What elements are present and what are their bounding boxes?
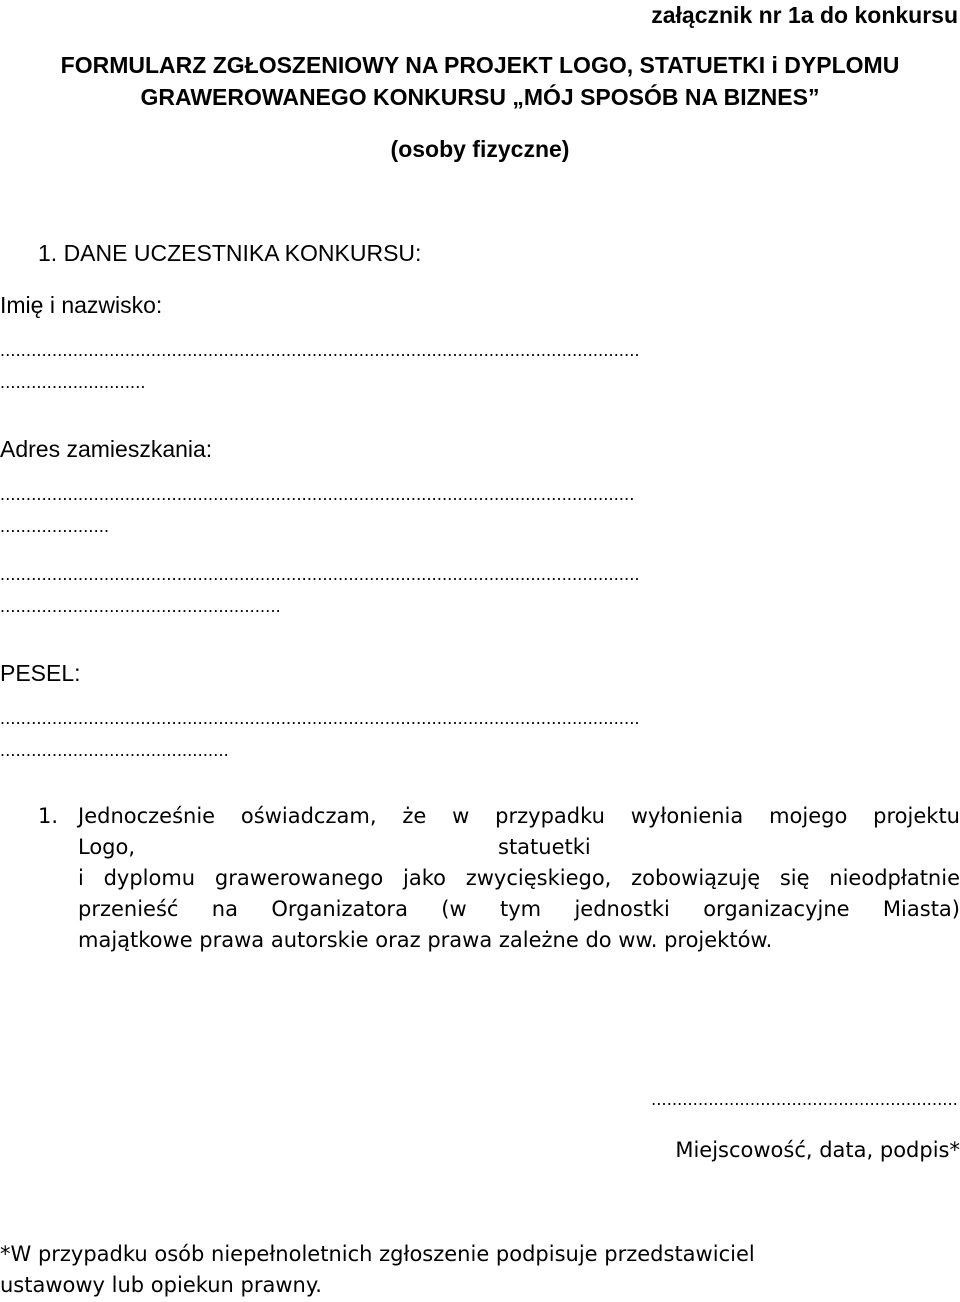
declaration-line2-logo: Logo, xyxy=(78,835,136,859)
attachment-label: załącznik nr 1a do konkursu xyxy=(651,2,958,28)
declaration-number: 1. xyxy=(38,804,59,828)
address-field-line1[interactable]: .......................................................................................................................... xyxy=(0,484,635,504)
name-field-line1[interactable]: ........................................................................................................................... xyxy=(0,340,640,360)
section-heading: 1. DANE UCZESTNIKA KONKURSU: xyxy=(38,240,422,266)
declaration-line3: i dyplomu grawerowanego jako zwycięskiego, zobowiązuję się nieodpłatnie xyxy=(78,866,960,890)
form-subtitle: (osoby fizyczne) xyxy=(390,136,570,162)
name-label: Imię i nazwisko: xyxy=(0,292,163,318)
declaration-line2-statuetki: statuetki xyxy=(498,835,591,859)
address-label: Adres zamieszkania: xyxy=(0,436,213,462)
form-title-line1: FORMULARZ ZGŁOSZENIOWY NA PROJEKT LOGO, STATUETKI i DYPLOMU xyxy=(60,52,900,78)
footnote-line1: *W przypadku osób niepełnoletnich zgłoszenie podpisuje przedstawiciel xyxy=(0,1242,755,1266)
address-field-line2[interactable]: ..................... xyxy=(0,516,110,536)
address-field-line4[interactable]: ...................................................... xyxy=(0,596,281,616)
pesel-field-line1[interactable]: ........................................................................................................................... xyxy=(0,708,640,728)
name-field-line2[interactable]: ............................ xyxy=(0,372,146,392)
signature-label: Miejscowość, data, podpis* xyxy=(675,1138,960,1162)
declaration-line4: przenieść na Organizatora (w tym jednostki organizacyjne Miasta) xyxy=(78,897,960,921)
signature-field[interactable]: ........................................................... xyxy=(651,1089,958,1109)
pesel-field-line2[interactable]: ............................................ xyxy=(0,740,229,760)
address-field-line3[interactable]: ........................................................................................................................... xyxy=(0,564,640,584)
footnote-line2: ustawowy lub opiekun prawny. xyxy=(0,1273,322,1297)
declaration-line5: majątkowe prawa autorskie oraz prawa zależne do ww. projektów. xyxy=(78,928,773,952)
form-title-line2: GRAWEROWANEGO KONKURSU „MÓJ SPOSÓB NA BIZNES” xyxy=(140,84,820,110)
pesel-label: PESEL: xyxy=(0,660,81,686)
declaration-line1: Jednocześnie oświadczam, że w przypadku wyłonienia mojego projektu xyxy=(78,804,960,828)
